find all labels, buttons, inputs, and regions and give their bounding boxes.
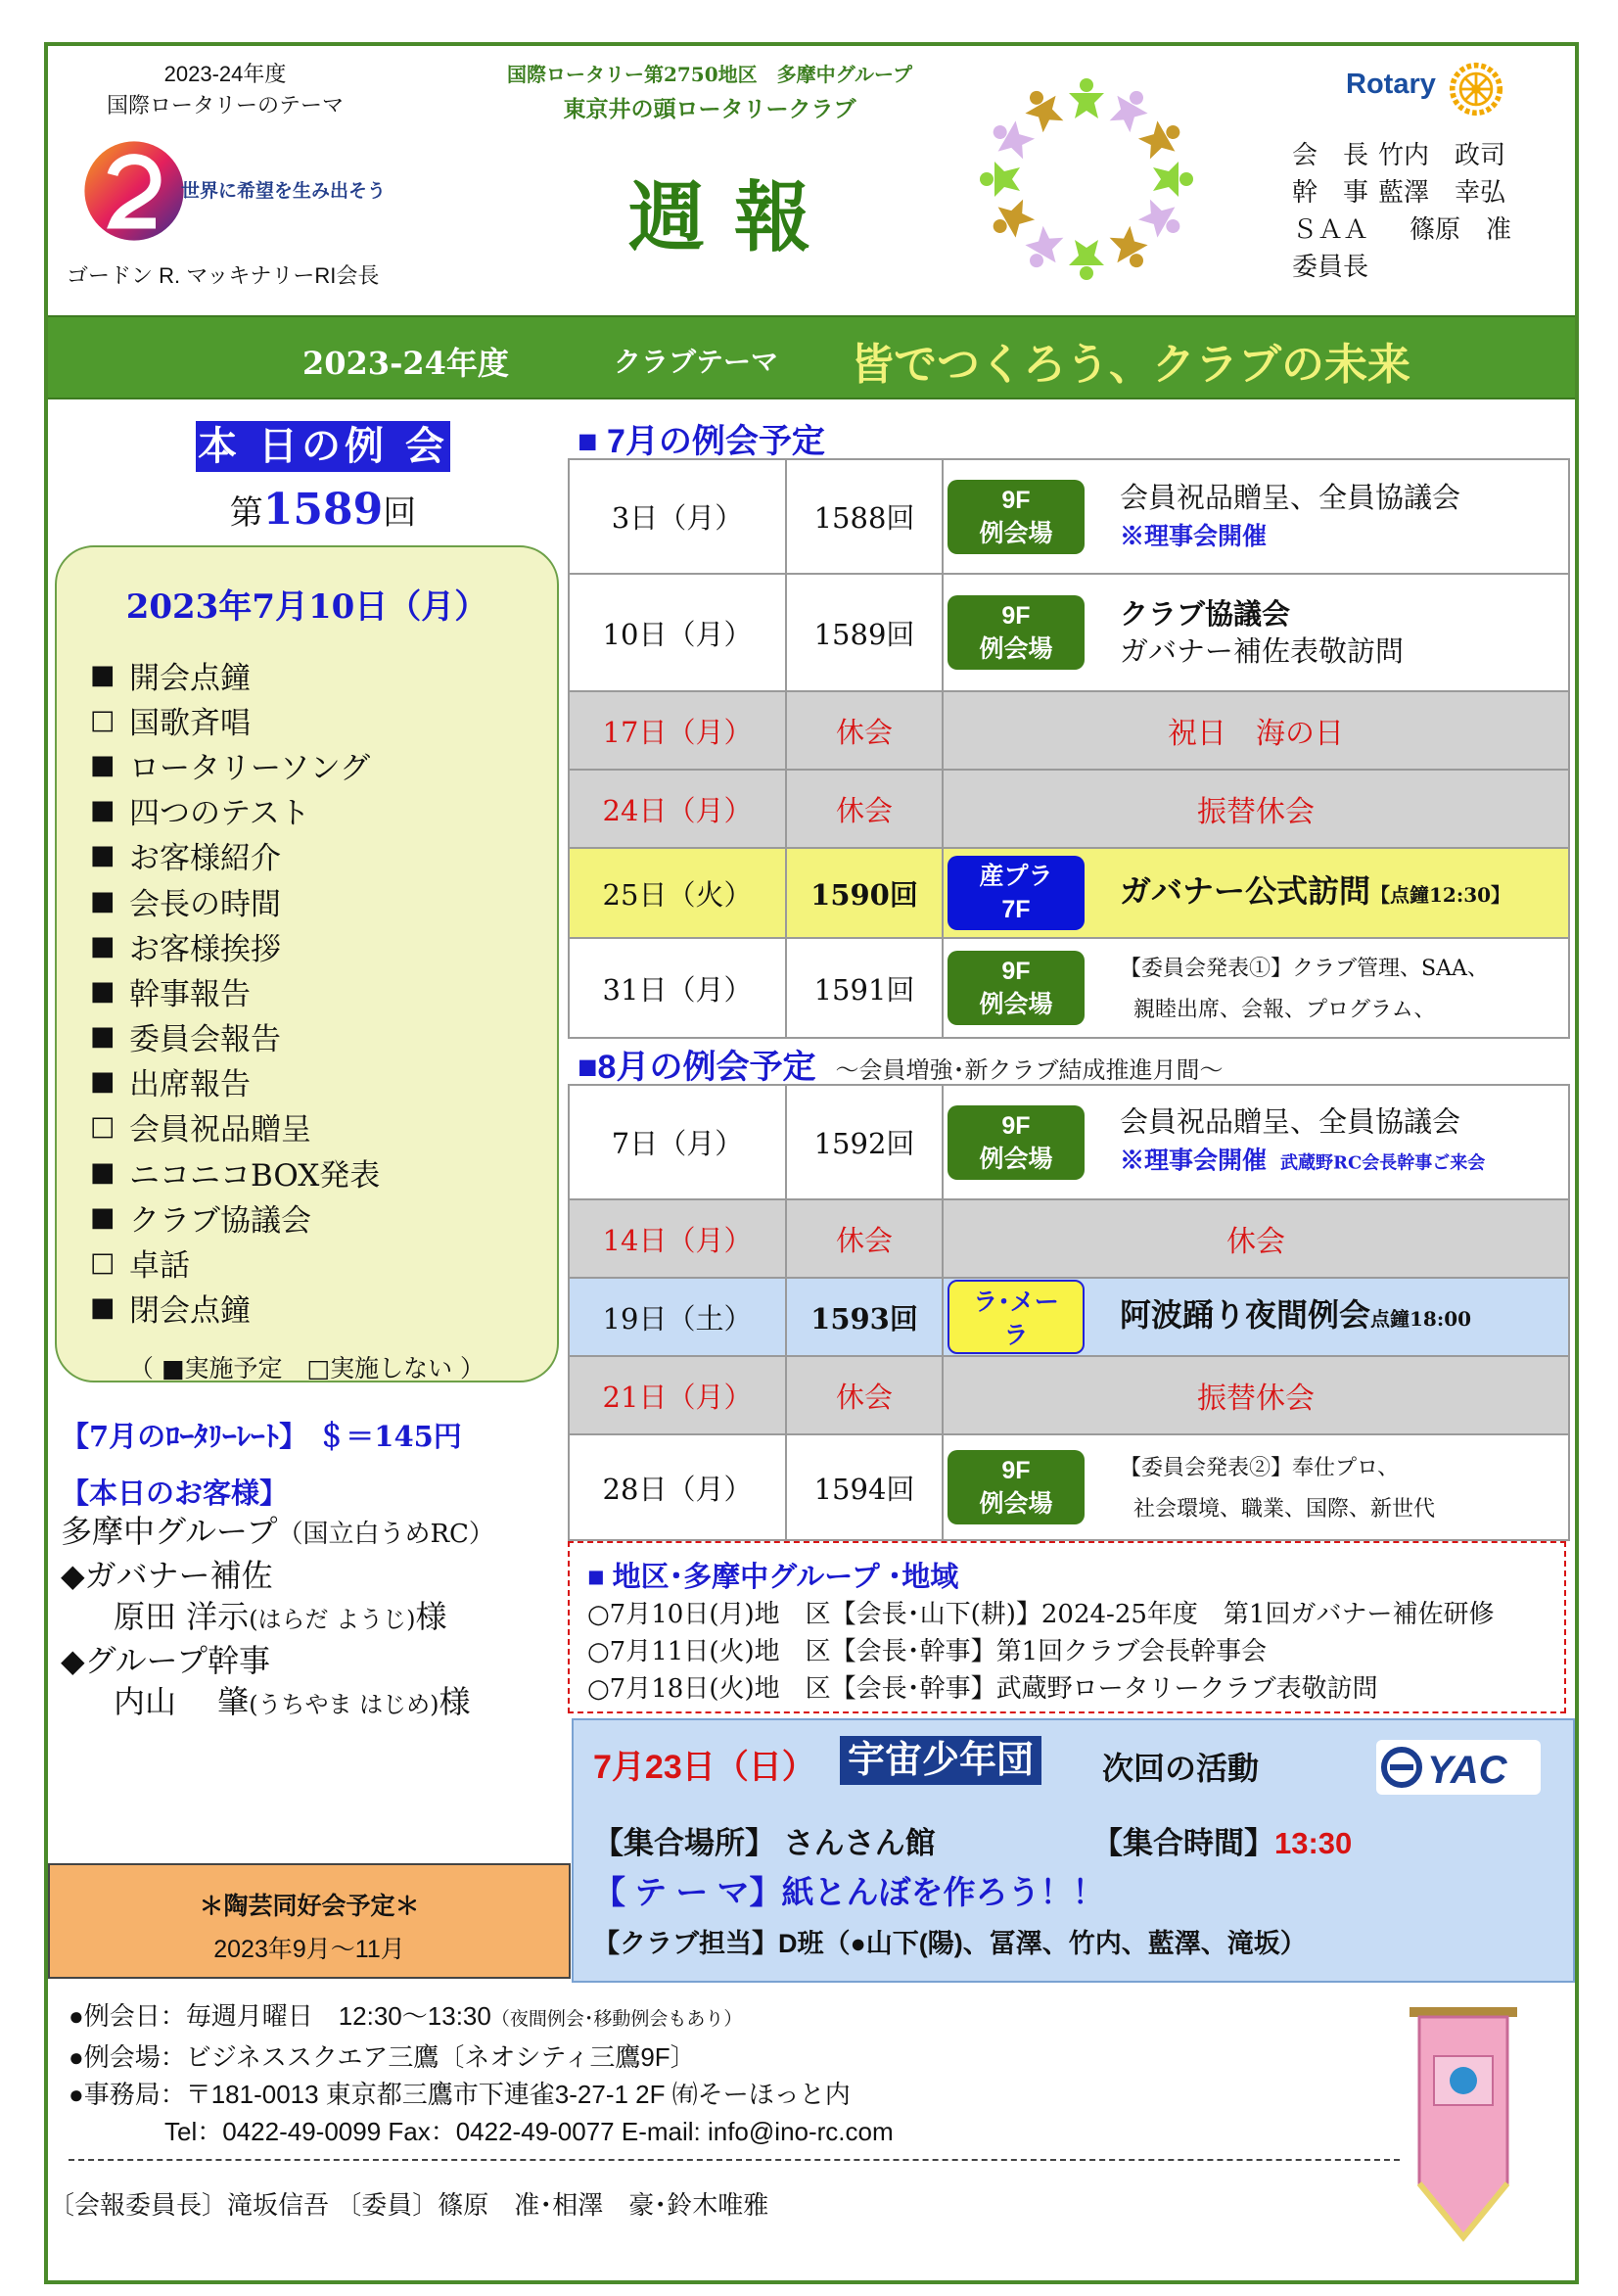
program-mark: ■ (90, 1066, 116, 1098)
schedule-line: ※理事会開催 (1120, 521, 1268, 550)
schedule-text (1120, 1446, 1435, 1528)
venue-badge-line: 例会場 (979, 1490, 1053, 1518)
guest-honorific: 様 (439, 1683, 471, 1720)
schedule-date: 10日（月） (569, 574, 786, 691)
venue-badge (948, 856, 1085, 930)
schedule-date: 19日（土） (569, 1278, 786, 1356)
wreath-figure (1104, 83, 1155, 136)
yac-time-value: 13:30 (1274, 1826, 1353, 1860)
schedule-line: 【委員会発表②】奉仕プロ、 (1120, 1456, 1400, 1480)
schedule-row (569, 691, 1569, 770)
program-item (90, 742, 540, 787)
program-list (90, 652, 540, 1331)
program-label: 幹事報告 (129, 976, 251, 1012)
schedule-number: 休会 (786, 691, 943, 770)
district-box (568, 1541, 1566, 1713)
guest-group: 多摩中グループ (61, 1513, 278, 1550)
footer-office: ●事務局：〒181-0013 東京都三鷹市下連雀3-27-1 2F ㈲そーほっと内 (69, 2080, 851, 2109)
schedule-date: 7日（月） (569, 1085, 786, 1199)
venue-badge-line: 例会場 (979, 1145, 1053, 1173)
venue-badge (948, 480, 1085, 554)
program-item (90, 1149, 540, 1195)
schedule-row (569, 848, 1569, 938)
club-banner-icon (1390, 1997, 1537, 2252)
schedule-line: ガバナー補佐表敬訪問 (1120, 634, 1405, 668)
page-title: 週報 (627, 173, 840, 262)
yac-time (1092, 1818, 1352, 1862)
schedule-line: 会員祝品贈呈、全員協議会 (1120, 1104, 1461, 1138)
august-schedule-table (568, 1084, 1570, 1541)
theme-label: クラブテーマ (614, 346, 779, 378)
program-label: 会員祝品贈呈 (129, 1112, 311, 1148)
program-label: クラブ協議会 (129, 1202, 311, 1239)
schedule-detail (943, 770, 1569, 848)
district-name: 国際ロータリー第2750地区 多摩中グループ (506, 63, 913, 86)
schedule-date: 3日（月） (569, 459, 786, 574)
officers-list (1292, 137, 1511, 286)
district-lines (587, 1596, 1494, 1708)
august-heading-row (578, 1040, 1223, 1088)
officer-role: 幹 事 (1292, 178, 1369, 208)
venue-badge-line: 産プラ (979, 863, 1053, 890)
program-item (90, 833, 540, 878)
guest-kana: (はらだ ようじ) (249, 1606, 416, 1633)
program-item (90, 923, 540, 968)
footer-venue: ●例会場：ビジネススクエア三鷹〔ネオシティ三鷹9F〕 (69, 2042, 696, 2072)
july-schedule-table (568, 458, 1570, 1039)
program-mark: ■ (90, 1021, 116, 1053)
yac-time-label: 【集合時間】 (1092, 1826, 1274, 1860)
guest-honorific: 様 (415, 1598, 447, 1635)
yac-place-label: 【集合場所】 (593, 1826, 775, 1860)
guest-group-club: （国立白うめRC） (277, 1520, 494, 1549)
schedule-number: 1593回 (786, 1278, 943, 1356)
venue-badge (948, 1280, 1085, 1354)
program-item (90, 968, 540, 1013)
venue-badge-line: 例会場 (979, 519, 1053, 547)
meeting-number-suffix: 回 (383, 493, 417, 533)
schedule-number: 1592回 (786, 1085, 943, 1199)
program-label: 四つのテスト (129, 796, 310, 832)
program-item (90, 1014, 540, 1059)
guest-role: ◆グループ幹事 (61, 1642, 271, 1679)
ri-president: ゴードン R. マッキナリーRI会長 (67, 263, 380, 288)
officer-role: ＳＡＡ (1292, 215, 1369, 245)
schedule-number: 1590回 (786, 848, 943, 938)
program-mark: ■ (90, 975, 116, 1007)
schedule-line: 【委員会発表①】クラブ管理、SAA、 (1120, 957, 1489, 981)
officer-name: 竹内 政司 (1378, 141, 1506, 170)
schedule-note: 祝日 海の日 (1168, 717, 1344, 751)
guest-role: ◆ガバナー補佐 (61, 1557, 273, 1594)
club-header (489, 59, 930, 123)
program-mark: □ (90, 1247, 116, 1279)
yac-place (593, 1818, 936, 1862)
schedule-line: ※理事会開催 (1120, 1146, 1268, 1174)
program-mark: ■ (90, 885, 116, 916)
wreath-figure (1153, 162, 1193, 197)
district-line: ○7月18日(火)地 区【会長･幹事】武蔵野ロータリークラブ表敬訪問 (587, 1674, 1378, 1704)
ri-theme-text: 世界に希望を生み出そう (181, 181, 387, 202)
program-legend: （ ■実施予定 □実施しない ） (128, 1354, 485, 1382)
program-item (90, 1286, 540, 1331)
schedule-row (569, 574, 1569, 691)
schedule-text (1120, 1296, 1471, 1337)
wreath-figure (1069, 78, 1104, 118)
yac-staff: 【クラブ担当】D班（●山下(陽)、冨澤、竹内、藍澤、滝坂） (593, 1929, 1307, 1958)
district-line: ○7月10日(月)地 区【会長･山下(耕)】2024-25年度 第1回ガバナー補佐研修 (587, 1600, 1495, 1629)
program-mark: ■ (90, 659, 116, 690)
program-label: お客様挨拶 (129, 931, 281, 967)
schedule-row (569, 1199, 1569, 1278)
schedule-number: 休会 (786, 1199, 943, 1278)
schedule-row (569, 770, 1569, 848)
schedule-text (1120, 479, 1460, 555)
venue-badge-line: ラ (1003, 1322, 1029, 1349)
venue-badge-line: 9F (1001, 602, 1031, 630)
guest-name: 内山 肇 (114, 1683, 250, 1720)
guests-heading: 【本日のお客様】 (61, 1476, 289, 1510)
program-mark: □ (90, 704, 116, 735)
yac-place-value: さんさん館 (783, 1826, 936, 1860)
schedule-date: 17日（月） (569, 691, 786, 770)
schedule-number: 1591回 (786, 938, 943, 1038)
schedule-date: 25日（火） (569, 848, 786, 938)
schedule-number: 休会 (786, 1356, 943, 1434)
schedule-note: 休会 (1226, 1225, 1285, 1259)
wreath-figure (1018, 223, 1069, 276)
program-item (90, 652, 540, 697)
ri-year: 2023-24年度 (163, 62, 287, 86)
wreath-figure (1135, 114, 1188, 164)
schedule-date: 14日（月） (569, 1199, 786, 1278)
program-mark: ■ (90, 930, 116, 961)
people-wreath-icon (964, 67, 1209, 292)
schedule-date: 31日（月） (569, 938, 786, 1038)
officer-role: 委員長 (1292, 253, 1369, 282)
program-item (90, 1195, 540, 1240)
yac-group: 宇宙少年団 (840, 1736, 1041, 1785)
rotary-wheel-icon (1449, 62, 1503, 117)
pottery-title: ＊陶芸同好会予定＊ (199, 1893, 420, 1920)
officer-name: 藍澤 幸弘 (1378, 178, 1506, 208)
schedule-number: 1594回 (786, 1434, 943, 1540)
rotary-rate: 【7月のﾛｰﾀﾘｰﾚｰﾄ】 ＄＝145円 (61, 1420, 462, 1453)
venue-badge-line: 9F (1001, 1111, 1031, 1140)
theme-year: 2023-24年度 (302, 345, 509, 382)
schedule-line: 阿波踊り夜間例会 (1120, 1296, 1371, 1334)
schedule-note: 振替休会 (1197, 795, 1315, 829)
august-subheading: ～会員増強･新クラブ結成推進月間～ (835, 1057, 1224, 1084)
wreath-figure (980, 162, 1020, 197)
meeting-date: 2023年7月10日（月） (125, 587, 488, 627)
yac-theme: 【 テ ー マ】紙とんぼを作ろう！！ (593, 1874, 1105, 1910)
schedule-date: 28日（月） (569, 1434, 786, 1540)
venue-badge-line: 9F (1001, 1457, 1031, 1484)
program-item (90, 697, 540, 742)
schedule-line: 社会環境、職業、国際、新世代 (1133, 1497, 1436, 1522)
officer-name: 篠原 准 (1410, 215, 1512, 245)
schedule-number: 1589回 (786, 574, 943, 691)
schedule-detail (943, 1434, 1569, 1540)
program-mark: ■ (90, 1201, 116, 1233)
program-label: 出席報告 (129, 1067, 251, 1103)
footer-meeting-note: （夜間例会･移動例会もあり） (490, 2009, 743, 2030)
district-line: ○7月11日(火)地 区【会長･幹事】第1回クラブ会長幹事会 (587, 1637, 1268, 1666)
schedule-text (1120, 947, 1489, 1029)
rotary-wordmark: Rotary (1346, 69, 1436, 100)
wreath-figure (1069, 240, 1104, 280)
footer-contact: Tel：0422-49-0099 Fax：0422-49-0077 E-mail: info@ino-rc.com (164, 2117, 894, 2146)
program-label: お客様紹介 (129, 841, 281, 877)
pottery-period: 2023年9月～11月 (213, 1936, 405, 1963)
program-mark: ■ (90, 1292, 116, 1324)
venue-badge-line: 7F (1001, 896, 1031, 923)
ri-theme-logo-icon (80, 137, 188, 245)
program-label: 国歌斉唱 (129, 705, 251, 741)
schedule-row (569, 1434, 1569, 1540)
venue-badge-line: 9F (1001, 486, 1031, 514)
schedule-text (1120, 872, 1510, 914)
district-heading: ■ 地区･多摩中グループ ･地域 (587, 1562, 959, 1593)
guest-name: 原田 洋示 (114, 1598, 250, 1635)
ri-theme-label: 国際ロータリーのテーマ (106, 93, 344, 117)
ri-theme-block (59, 59, 392, 121)
schedule-detail (943, 848, 1569, 938)
footer-meeting-day: ●例会日：毎週月曜日 12:30～13:30 (69, 2001, 491, 2031)
yac-box (572, 1718, 1575, 1983)
wreath-figure (986, 114, 1039, 164)
schedule-date: 24日（月） (569, 770, 786, 848)
schedule-detail (943, 938, 1569, 1038)
wreath-figure (1018, 83, 1069, 136)
schedule-row (569, 1356, 1569, 1434)
program-mark: □ (90, 1111, 116, 1143)
schedule-line: 会員祝品贈呈、全員協議会 (1120, 480, 1461, 514)
venue-badge (948, 595, 1085, 670)
footer-editors: 〔会報委員長〕滝坂信吾 〔委員〕篠原 准･相澤 豪･鈴木唯雅 (49, 2190, 769, 2220)
schedule-number: 1588回 (786, 459, 943, 574)
schedule-line: クラブ協議会 (1120, 597, 1291, 631)
july-heading: ■ 7月の例会予定 (578, 423, 825, 460)
schedule-line-small: 【点鐘12:30】 (1370, 883, 1511, 907)
program-mark: ■ (90, 840, 116, 871)
program-label: 卓話 (129, 1248, 190, 1285)
schedule-detail (943, 1278, 1569, 1356)
schedule-line-small: 点鐘18:00 (1370, 1307, 1472, 1331)
schedule-text (1120, 1102, 1485, 1182)
schedule-line: ガバナー公式訪問 (1120, 872, 1371, 910)
program-label: 開会点鐘 (129, 660, 251, 696)
venue-badge (948, 1450, 1085, 1524)
program-label: ロータリーソング (129, 750, 371, 786)
schedule-row (569, 1278, 1569, 1356)
schedule-detail (943, 1356, 1569, 1434)
program-item (90, 788, 540, 833)
club-theme: 皆でつくろう、クラブの未来 (851, 340, 1410, 390)
program-label: 委員会報告 (129, 1022, 281, 1058)
program-mark: ■ (90, 795, 116, 826)
venue-badge (948, 951, 1085, 1025)
schedule-row (569, 1085, 1569, 1199)
yac-logo-text: YAC (1427, 1749, 1507, 1792)
schedule-line: 親睦出席、会報、プログラム、 (1133, 998, 1436, 1022)
footer-divider (69, 2159, 1400, 2161)
program-item (90, 1059, 540, 1104)
program-label: ニコニコBOX発表 (129, 1157, 381, 1194)
program-item (90, 878, 540, 923)
venue-badge-line: ラ･メー (973, 1289, 1059, 1316)
program-mark: ■ (90, 1156, 116, 1188)
program-label: 閉会点鐘 (129, 1293, 251, 1330)
venue-badge-line: 例会場 (979, 635, 1053, 663)
club-theme-bar (48, 315, 1575, 399)
yac-logo-icon (1376, 1740, 1541, 1795)
venue-badge (948, 1105, 1085, 1180)
schedule-row (569, 459, 1569, 574)
schedule-detail (943, 459, 1569, 574)
schedule-row (569, 938, 1569, 1038)
schedule-line-small: 武蔵野RC会長幹事ご来会 (1280, 1152, 1486, 1173)
schedule-number: 休会 (786, 770, 943, 848)
program-mark: ■ (90, 749, 116, 780)
schedule-detail (943, 574, 1569, 691)
guests-list (61, 1511, 570, 1725)
schedule-detail (943, 1199, 1569, 1278)
program-label: 会長の時間 (129, 886, 281, 922)
meeting-number (196, 485, 450, 535)
venue-badge-line: 9F (1001, 958, 1031, 985)
pottery-club-box (48, 1863, 571, 1979)
program-item (90, 1240, 540, 1285)
yac-date: 7月23日（日） (593, 1749, 815, 1786)
club-name: 東京井の頭ロータリークラブ (563, 96, 856, 122)
guest-kana: (うちやま はじめ) (249, 1691, 439, 1718)
footer-info (69, 1997, 894, 2150)
schedule-note: 振替休会 (1197, 1382, 1315, 1416)
program-item (90, 1104, 540, 1149)
august-heading: ■8月の例会予定 (578, 1049, 816, 1086)
yac-next: 次回の活動 (1102, 1751, 1260, 1786)
meeting-number-value: 1589 (262, 485, 384, 535)
venue-badge-line: 例会場 (979, 991, 1053, 1018)
wreath-figure (1135, 194, 1188, 245)
schedule-date: 21日（月） (569, 1356, 786, 1434)
schedule-detail (943, 691, 1569, 770)
wreath-figure (986, 194, 1039, 245)
wreath-figure (1104, 223, 1155, 276)
officer-role: 会 長 (1292, 141, 1369, 170)
schedule-text (1120, 595, 1404, 670)
today-meeting-title: 本 日の例 会 (196, 421, 450, 472)
meeting-number-prefix: 第 (229, 493, 263, 533)
schedule-detail (943, 1085, 1569, 1199)
